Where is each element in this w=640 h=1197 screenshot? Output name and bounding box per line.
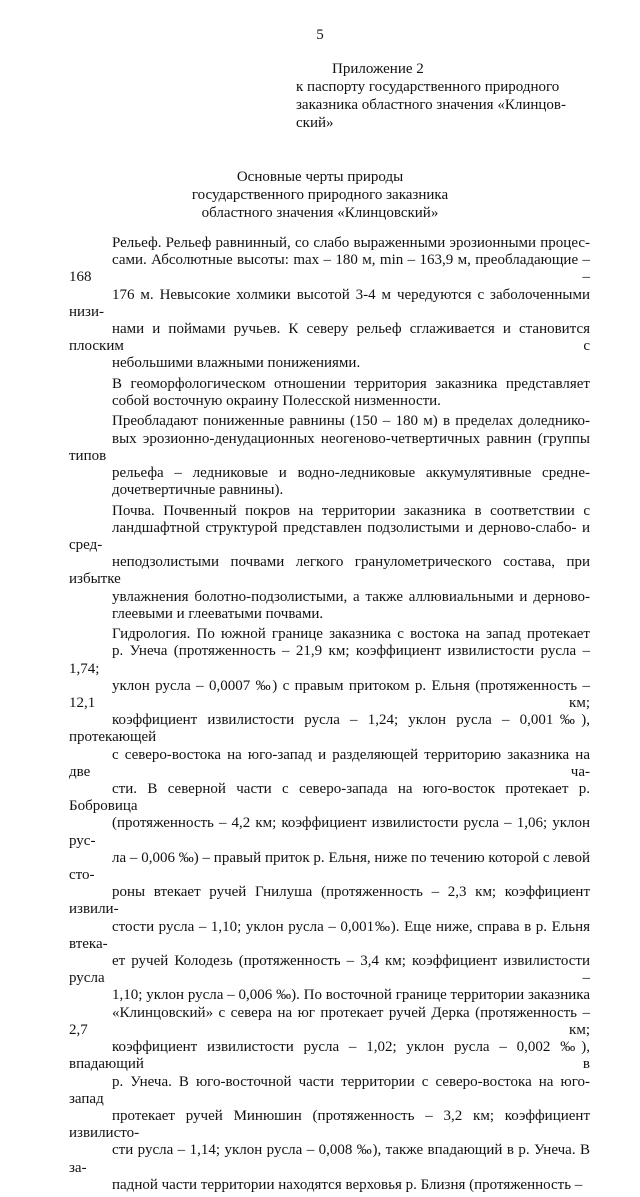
text-line: дочетвертичные равнины). — [112, 482, 284, 499]
paragraph — [69, 626, 590, 1194]
paragraph — [69, 503, 590, 623]
text-line: с северо-востока на юго-запад и разделяющей территорию заказника на две ча- — [69, 746, 590, 780]
text-line: Почва. Почвенный покров на территории заказника в соответствии с — [112, 502, 590, 519]
appendix-line: к паспорту государственного природного — [296, 79, 560, 95]
paragraph — [69, 376, 590, 410]
text-line: нами и поймами ручьев. К северу рельеф сглаживается и становится плоским с — [69, 321, 590, 355]
text-line: протекает ручей Минюшин (протяженность – 3,2 км; коэффициент извилисто- — [69, 1107, 590, 1142]
text-line: р. Унеча. В юго-восточной части территории с северо-востока на юго-запад — [69, 1073, 590, 1107]
document-title — [0, 168, 640, 222]
text-line: р. Унеча (протяженность – 21,9 км; коэффициент извилистости русла – 1,74; — [69, 643, 590, 677]
text-line: 1,10; уклон русла – 0,006 ‰). По восточной границе территории заказника — [112, 987, 590, 1004]
text-line: сами. Абсолютные высоты: max – 180 м, min – 163,9 м, преобладающие – 168 – — [69, 252, 590, 286]
paragraph — [69, 235, 590, 373]
text-line: увлажнения болотно-подзолистыми, а также аллювиальными и дерново- — [112, 588, 590, 605]
appendix-header — [296, 60, 596, 132]
text-line: Преобладают пониженные равнины (150 – 180 м) в пределах доледнико- — [112, 413, 590, 430]
text-line: (протяженность – 4,2 км; коэффициент извилистости русла – 1,06; уклон рус- — [69, 815, 590, 849]
text-line: стости русла – 1,10; уклон русла – 0,001‰). Еще ниже, справа в р. Ельня втека- — [69, 918, 590, 952]
text-line: сти. В северной части с северо-запада на юго-восток протекает р. Бобровица — [69, 781, 590, 815]
appendix-title: Приложение 2 — [332, 61, 424, 77]
text-line: ет ручей Колодезь (протяженность – 3,4 км; коэффициент извилистости русла – — [69, 953, 590, 987]
text-line: роны втекает ручей Гнилуша (протяженность – 2,3 км; коэффициент извили- — [69, 884, 590, 918]
text-line: собой восточную окраину Полесской низменности. — [112, 393, 441, 410]
body-text — [69, 235, 590, 1197]
appendix-line: ский» — [296, 115, 334, 131]
text-line: Гидрология. По южной границе заказника с востока на запад протекает — [112, 626, 590, 643]
page-number: 5 — [316, 27, 324, 43]
document-title-line: областного значения «Клинцовский» — [201, 205, 439, 221]
text-line: ла – 0,006 ‰) – правый приток р. Ельня, ниже по течению которой с левой сто- — [69, 849, 590, 884]
document-title-line: государственного природного заказника — [191, 187, 449, 203]
text-line: коэффициент извилистости русла – 1,02; уклон русла – 0,002 ‰), впадающий в — [69, 1039, 590, 1073]
paragraph — [69, 413, 590, 499]
text-line: небольшими влажными понижениями. — [112, 355, 361, 372]
text-line: рельефа – ледниковые и водно-ледниковые аккумулятивные средне- — [112, 465, 590, 482]
text-line: Рельеф. Рельеф равнинный, со слабо выраженными эрозионными процес- — [112, 235, 590, 251]
text-line: ландшафтной структурой представлен подзолистыми и дерново-слабо- и сред- — [69, 519, 590, 554]
text-line: глеевыми и глееватыми почвами. — [112, 605, 324, 622]
text-line: сти русла – 1,14; уклон русла – 0,008 ‰), также впадающий в р. Унеча. В за- — [69, 1142, 590, 1176]
text-line: В геоморфологическом отношении территория заказника представляет — [112, 375, 590, 392]
text-line: уклон русла – 0,0007 ‰) с правым притоком р. Ельня (протяженность – 12,1 км; — [69, 677, 590, 712]
appendix-line: заказника областного значения «Клинцов- — [296, 97, 566, 113]
text-line: коэффициент извилистости русла – 1,24; уклон русла – 0,001‰), протекающей — [69, 712, 590, 746]
text-line: неподзолистыми почвами легкого гранулометрического состава, при избытке — [69, 554, 590, 588]
text-line: «Клинцовский» с севера на юг протекает ручей Дерка (протяженность – 2,7 км; — [69, 1004, 590, 1038]
text-line: 176 м. Невысокие холмики высотой 3-4 м чередуются с заболоченными низи- — [69, 286, 590, 320]
document-title-line: Основные черты природы — [236, 169, 404, 185]
text-line: падной части территории находятся верховья р. Близня (протяженность – — [112, 1176, 583, 1193]
text-line: вых эрозионно-денудационных неогеново-четвертичных равнин (группы типов — [69, 430, 590, 464]
